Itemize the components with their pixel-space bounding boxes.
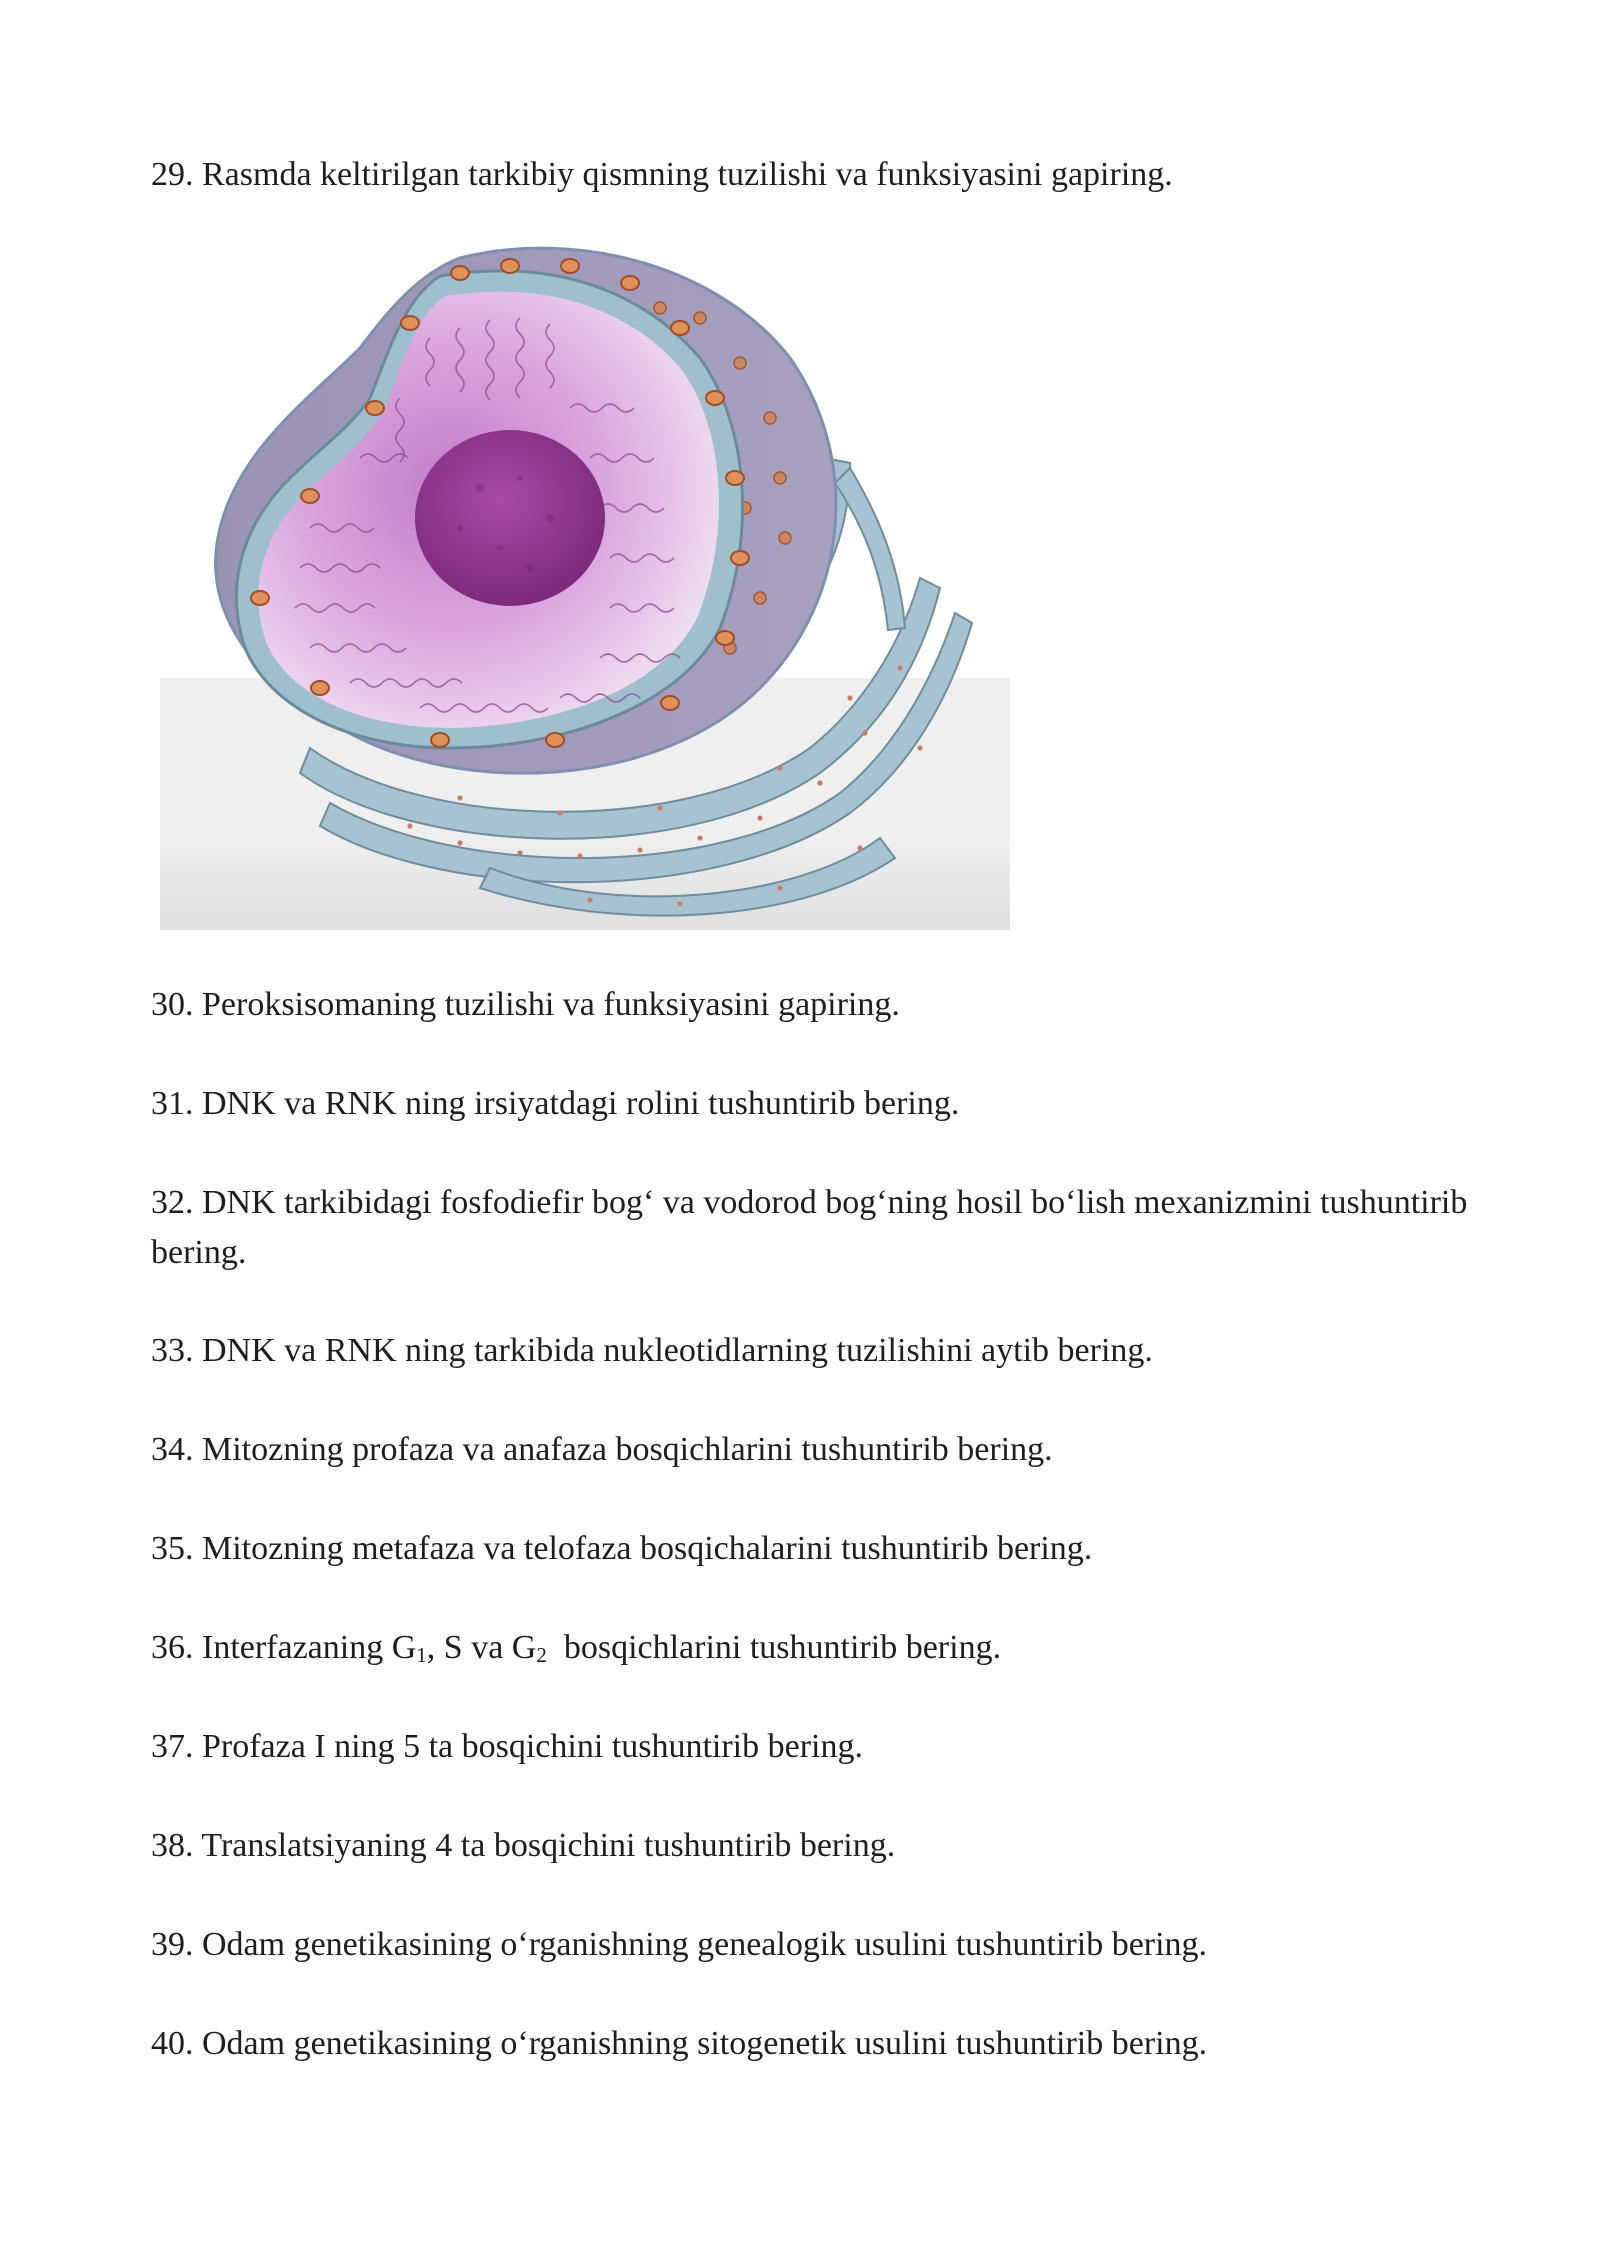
question-32: 32. DNK tarkibidagi fosfodiefir bog‘ va vodorod bog‘ning hosil bo‘lish mexanizmini tushuntirib bering. bbox=[151, 1184, 1468, 1271]
question-35: 35. Mitozning metafaza va telofaza bosqichalarini tushuntirib bering. bbox=[151, 1530, 1093, 1567]
question-29: 29. Rasmda keltirilgan tarkibiy qismning tuzilishi va funksiyasini gapiring. bbox=[151, 156, 1173, 193]
question-36 bbox=[151, 1623, 1471, 1673]
question-33: 33. DNK va RNK ning tarkibida nukleotidlarning tuzilishini aytib bering. bbox=[151, 1332, 1153, 1369]
question-30: 30. Peroksisomaning tuzilishi va funksiyasini gapiring. bbox=[151, 986, 900, 1023]
question-36-prefix: 36. Interfazaning G bbox=[151, 1629, 417, 1666]
question-31: 31. DNK va RNK ning irsiyatdagi rolini tushuntirib bering. bbox=[151, 1085, 960, 1122]
nucleolus bbox=[415, 430, 605, 606]
question-36-suffix: bosqichlarini tushuntirib bering. bbox=[546, 1629, 1002, 1666]
nucleus-illustration bbox=[160, 228, 1010, 930]
question-36-sub1: 1 bbox=[416, 1643, 427, 1667]
question-34: 34. Mitozning profaza va anafaza bosqichlarini tushuntirib bering. bbox=[151, 1431, 1053, 1468]
question-40: 40. Odam genetikasining o‘rganishning sitogenetik usulini tushuntirib bering. bbox=[151, 2025, 1208, 2062]
question-36-mid: , S va G bbox=[426, 1629, 537, 1666]
question-37: 37. Profaza I ning 5 ta bosqichini tushuntirib bering. bbox=[151, 1728, 863, 1765]
question-38: 38. Translatsiyaning 4 ta bosqichini tushuntirib bering. bbox=[151, 1827, 896, 1864]
question-39: 39. Odam genetikasining o‘rganishning genealogik usulini tushuntirib bering. bbox=[151, 1926, 1208, 1963]
question-36-sub2: 2 bbox=[536, 1643, 547, 1667]
